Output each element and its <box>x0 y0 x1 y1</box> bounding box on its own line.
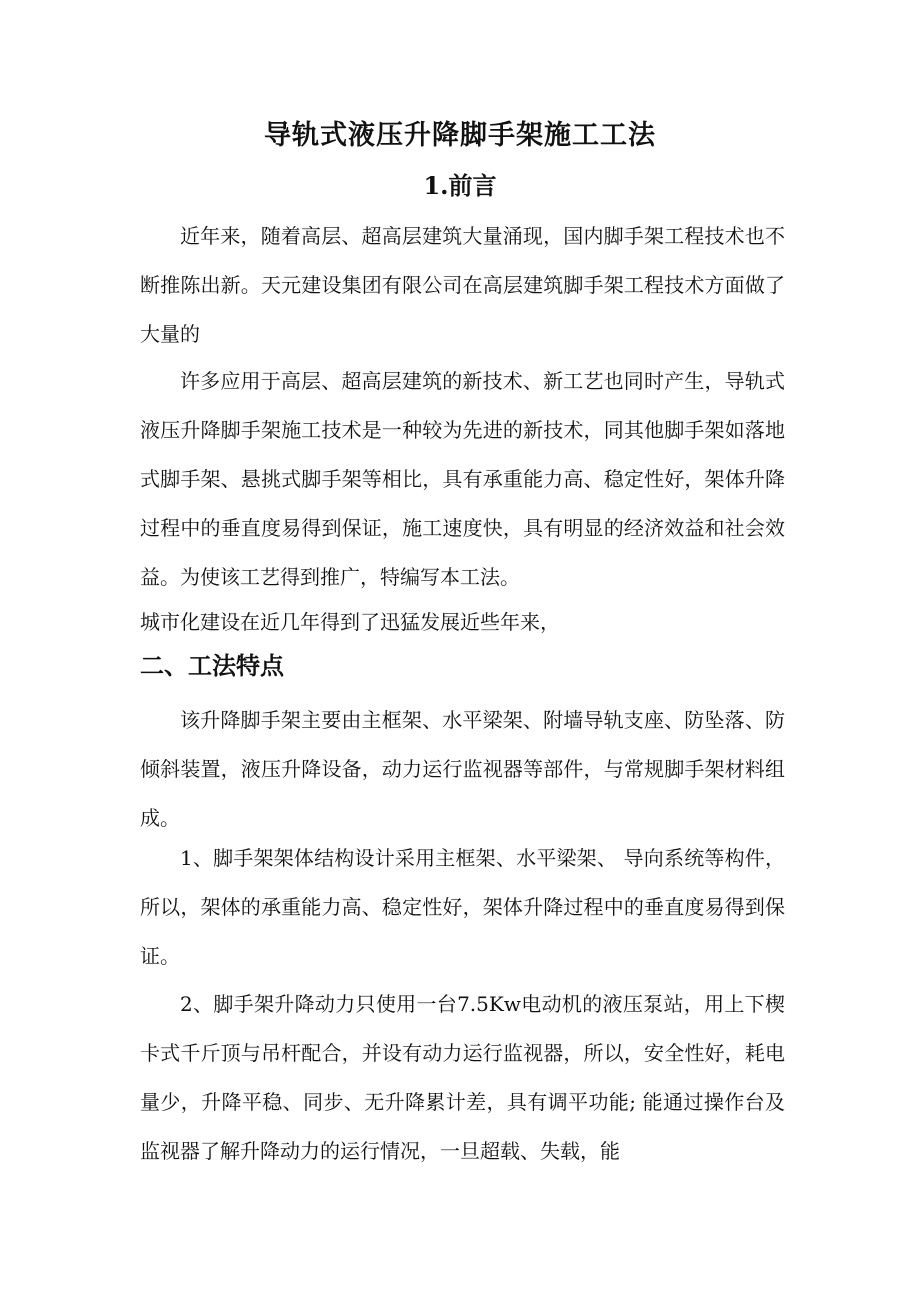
paragraph-preface-3: 城市化建设在近几年得到了迅猛发展近些年来， <box>140 610 560 634</box>
paragraph-feature-2: 2、脚手架升降动力只使用一台7.5Kw电动机的液压泵站，用上下楔卡式千斤顶与吊杆配合，并设有动力运行监视器，所以，安全性好，耗电量少，升降平稳、同步、无升降累计差，具有调平功能; 能通过操作台及监视器了解升降动力的运行情况，一旦超载、失载，能 <box>140 992 785 1163</box>
section-heading-preface: 1.前言 <box>423 171 497 200</box>
section-heading-features: 二、工法特点 <box>140 651 284 680</box>
paragraph-features-intro: 该升降脚手架主要由主框架、水平梁架、附墙导轨支座、防坠落、防倾斜装置，液压升降设备，动力运行监视器等部件，与常规脚手架材料组成。 <box>140 708 785 830</box>
paragraph-preface-1: 近年来，随着高层、超高层建筑大量涌现，国内脚手架工程技术也不断推陈出新。天元建设集团有限公司在高层建筑脚手架工程技术方面做了大量的 <box>140 224 785 346</box>
paragraph-feature-1: 1、脚手架架体结构设计采用主框架、水平梁架、 导向系统等构件，所以，架体的承重能力高、稳定性好，架体升降过程中的垂直度易得到保证。 <box>140 846 785 968</box>
document-title: 导轨式液压升降脚手架施工工法 <box>264 120 656 151</box>
paragraph-preface-2: 许多应用于高层、超高层建筑的新技术、新工艺也同时产生，导轨式液压升降脚手架施工技术是一种较为先进的新技术，同其他脚手架如落地式脚手架、悬挑式脚手架等相比，具有承重能力高、稳定性好，架体升降过程中的垂直度易得到保证，施工速度快，具有明显的经济效益和社会效益。为使该工艺得到推广，特编写本工法。 <box>140 369 785 589</box>
